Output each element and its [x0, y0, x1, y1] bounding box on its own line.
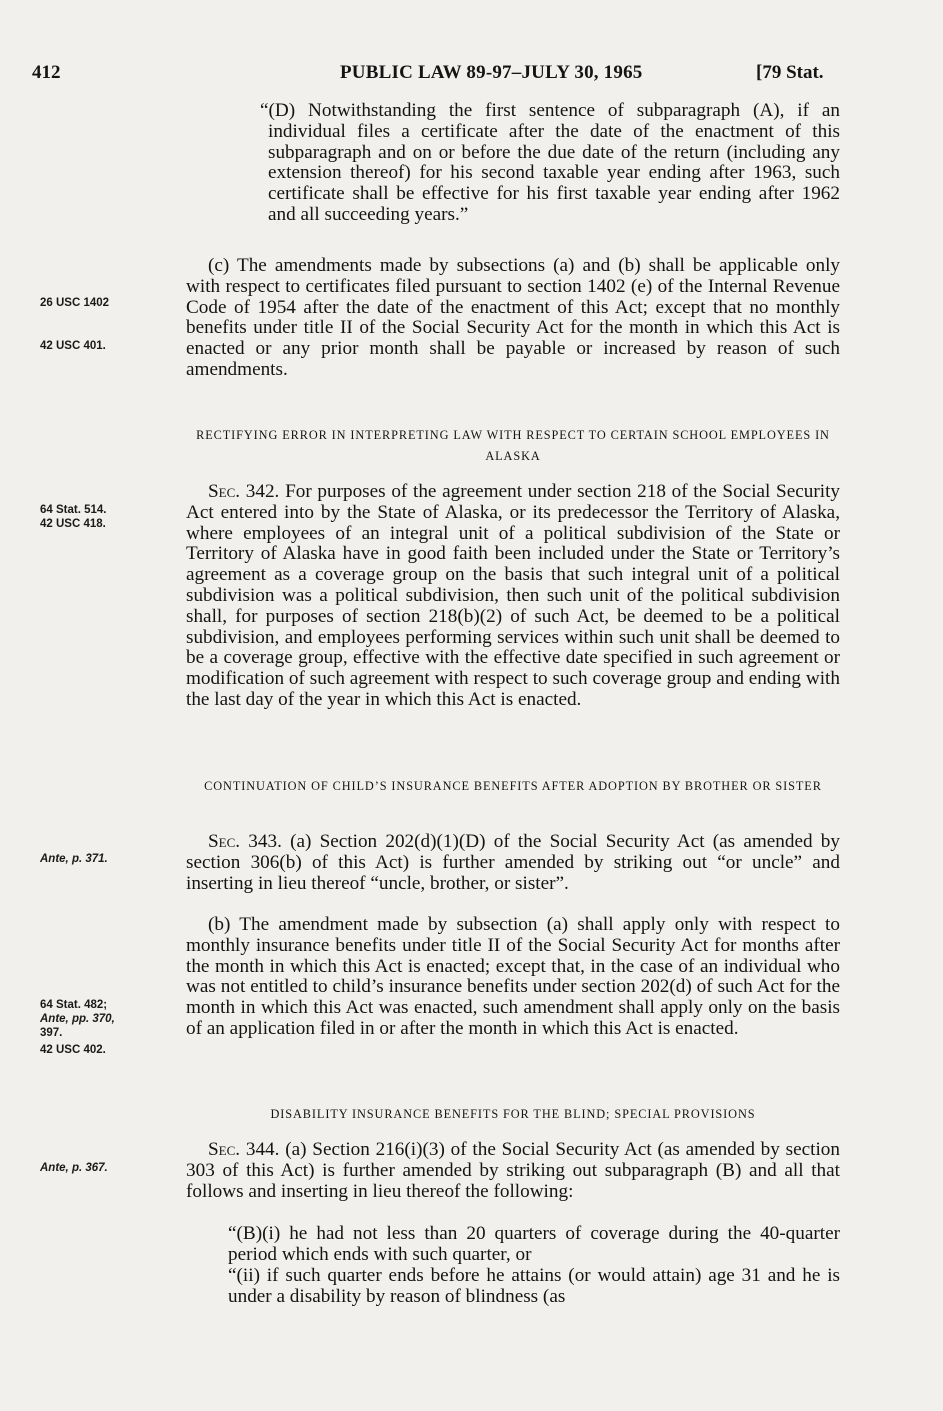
- statute-reference: [79 Stat.: [756, 62, 824, 83]
- margin-note-ante367: Ante, p. 367.: [40, 1162, 108, 1174]
- subsection-c: (c) The amendments made by subsections (a) and (b) shall be applicable only with respect to certificates filed pursuant to section 1402 (e) of the Internal Revenue Code of 1954 after the date of the enactment of this Act; except that no monthly benefits under title II of the Social Security Act for the month in which this Act is enacted or any prior month shall be payable or increased by reason of such amendments.: [186, 255, 840, 380]
- margin-note-ante370: Ante, pp. 370,: [40, 1013, 115, 1025]
- section-heading-342: RECTIFYING ERROR IN INTERPRETING LAW WITH RESPECT TO CERTAIN SCHOOL EMPLOYEES IN ALASKA: [196, 428, 830, 463]
- page-number: 412: [32, 62, 61, 83]
- margin-note-64stat514: 64 Stat. 514.: [40, 504, 107, 516]
- section-342-label: Sec. 342.: [208, 481, 280, 502]
- margin-note-ante371: Ante, p. 371.: [40, 853, 108, 865]
- section-343-a: [186, 832, 840, 894]
- clause-b-ii: “(ii) if such quarter ends before he attains (or would attain) age 31 and he is under a disability by reason of blindness (as: [228, 1265, 840, 1307]
- section-342-text: For purposes of the agreement under section 218 of the Social Security Act entered into by the State of Alaska, or its predecessor the Territory of Alaska, where employees of an integral unit of a political subdivision of the State or Territory of Alaska have in good faith been included under the State or Territory’s agreement as a coverage group on the basis that such integral unit of a political subdivision was a political subdivision, then such unit of the political subdivision shall, for purposes of section 218(b)(2) of such Act, be deemed to be a political subdivision, and employees performing services within such unit shall be deemed to be a coverage group, effective with the effective date specified in such agreement or modification of such agreement with respect to such coverage group and ending with the last day of the year in which this Act is enacted.: [186, 481, 841, 710]
- section-heading-343: CONTINUATION OF CHILD’S INSURANCE BENEFITS AFTER ADOPTION BY BROTHER OR SISTER: [204, 779, 822, 793]
- section-343-label: Sec. 343.: [208, 831, 282, 852]
- margin-note-26usc1402: 26 USC 1402: [40, 297, 110, 309]
- margin-note-42usc402: 42 USC 402.: [40, 1044, 106, 1056]
- section-344-a-text: (a) Section 216(i)(3) of the Social Security Act (as amended by section 303 of this Act) is further amended by striking out subparagraph (B) and all that follows and inserting in lieu thereof the following:: [186, 1139, 840, 1202]
- margin-note-64stat482: 64 Stat. 482;: [40, 999, 108, 1011]
- section-344-a: [186, 1140, 840, 1202]
- section-343-b: (b) The amendment made by subsection (a) shall apply only with respect to monthly insurance benefits under title II of the Social Security Act for months after the month in which this Act is enacted; except that, in the case of an individual who was not entitled to child’s insurance benefits under section 202(d) of such Act for the month in which this Act was enacted, such amendment shall apply only on the basis of an application filed in or after the month in which this Act is enacted.: [186, 914, 840, 1039]
- section-343-a-text: (a) Section 202(d)(1)(D) of the Social Security Act (as amended by section 306(b) of this Act) is further amended by striking out “or uncle” and inserting in lieu thereof “uncle, brother, or sister”.: [186, 831, 840, 894]
- margin-note-42usc401: 42 USC 401.: [40, 340, 106, 352]
- margin-note-ante370b: 397.: [40, 1027, 63, 1039]
- section-342: [186, 482, 840, 711]
- margin-note-42usc418: 42 USC 418.: [40, 518, 106, 530]
- running-title: PUBLIC LAW 89-97–JULY 30, 1965: [340, 62, 643, 83]
- quoted-subparagraph-d: “(D) Notwithstanding the first sentence of subparagraph (A), if an individual files a certificate after the date of the enactment of this subparagraph and on or before the due date of the return (including any extension thereof) for his second taxable year ending after 1963, such certificate shall be effective for his first taxable year ending after 1962 and all succeeding years.”: [260, 100, 840, 225]
- section-heading-344: DISABILITY INSURANCE BENEFITS FOR THE BLIND; SPECIAL PROVISIONS: [270, 1107, 756, 1121]
- section-344-label: Sec. 344.: [208, 1139, 280, 1160]
- clause-b-i: “(B)(i) he had not less than 20 quarters of coverage during the 40-quarter period which ends with such quarter, or: [228, 1223, 840, 1265]
- page-header: [0, 62, 943, 88]
